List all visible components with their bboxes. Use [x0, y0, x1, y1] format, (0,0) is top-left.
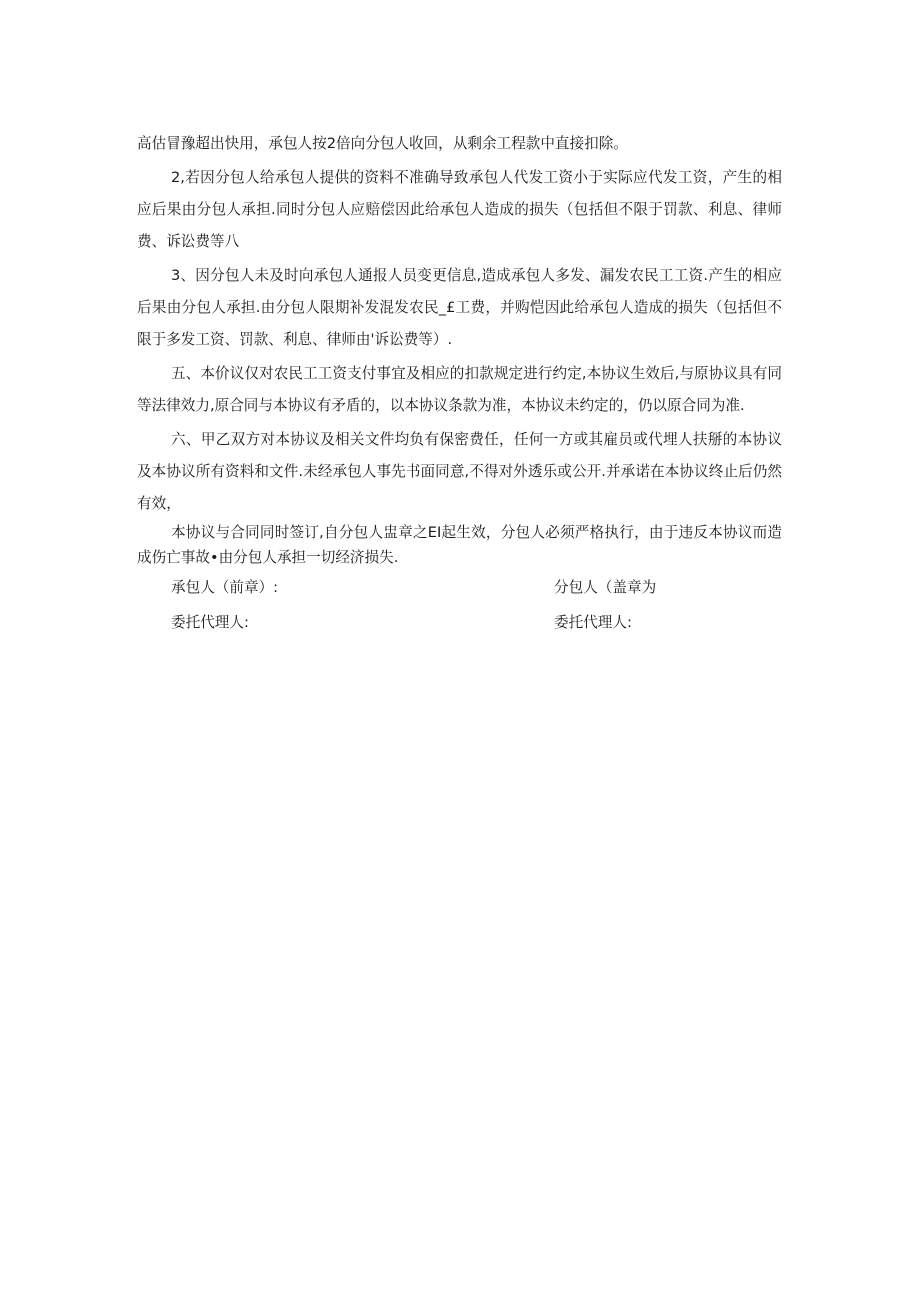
signature-row-agent — [137, 605, 782, 640]
contractor-agent-label: 委托代理人: — [171, 614, 249, 631]
paragraph-clause-3: 3、因分包人未及时向承包人通报人员变更信息,造成承包人多发、漏发农民工工资.产生的相应后果由分包人承担.由分包人限期补发混发农民_£工费，并购恺因此给承包人造成的损失（包括但不限于多发工资、罚款、利息、律师由'诉讼费等）. — [137, 267, 782, 348]
paragraph-clause-2: 2,若因分包人给承包人提供的资料不准确导致承包人代发工资小于实际应代发工资，产生的相应后果由分包人承担.同时分包人应赔偿因此给承包人造成的损失（包括但不限于罚款、利息、律师费、诉讼费等八 — [137, 169, 782, 250]
subcontractor-agent-label: 委托代理人: — [554, 614, 632, 631]
paragraph-effective-date: 本协议与合同同时签订,自分包人盅章之EI起生效，分包人必须严格执行，由于违反本协议而造成伤亡事故•由分包人承担一切经济损失. — [137, 524, 782, 566]
contractor-seal-label: 承包人（前章）: — [171, 579, 279, 596]
signature-block — [137, 570, 782, 640]
subcontractor-seal-label: 分包人（盖章为 — [554, 579, 657, 596]
paragraph-overpay-deduction: 高估冒豫超出快用，承包人按2倍向分包人收回，从剩余工程款中直接扣除。 — [137, 135, 628, 152]
signature-row-seal — [137, 570, 782, 605]
paragraph-clause-six: 六、甲乙双方对本协议及相关文件均负有保密费任，任何一方或其雇员或代埋人扶掰的本协议及本协议所有资料和文件.未经承包人事先书面同意,不得对外透乐或公开.并承诺在本协议终止后仍然有效， — [137, 431, 782, 512]
paragraph-clause-five: 五、本价议仅对农民工工资支付事宜及相应的扣款规定进行约定,本协议生效后,与原协议具有同等法律效力,原合同与本协议有矛盾的，以本协议条款为准，本协议未约定的，仍以原合同为准. — [137, 365, 782, 414]
document-body — [137, 128, 782, 640]
